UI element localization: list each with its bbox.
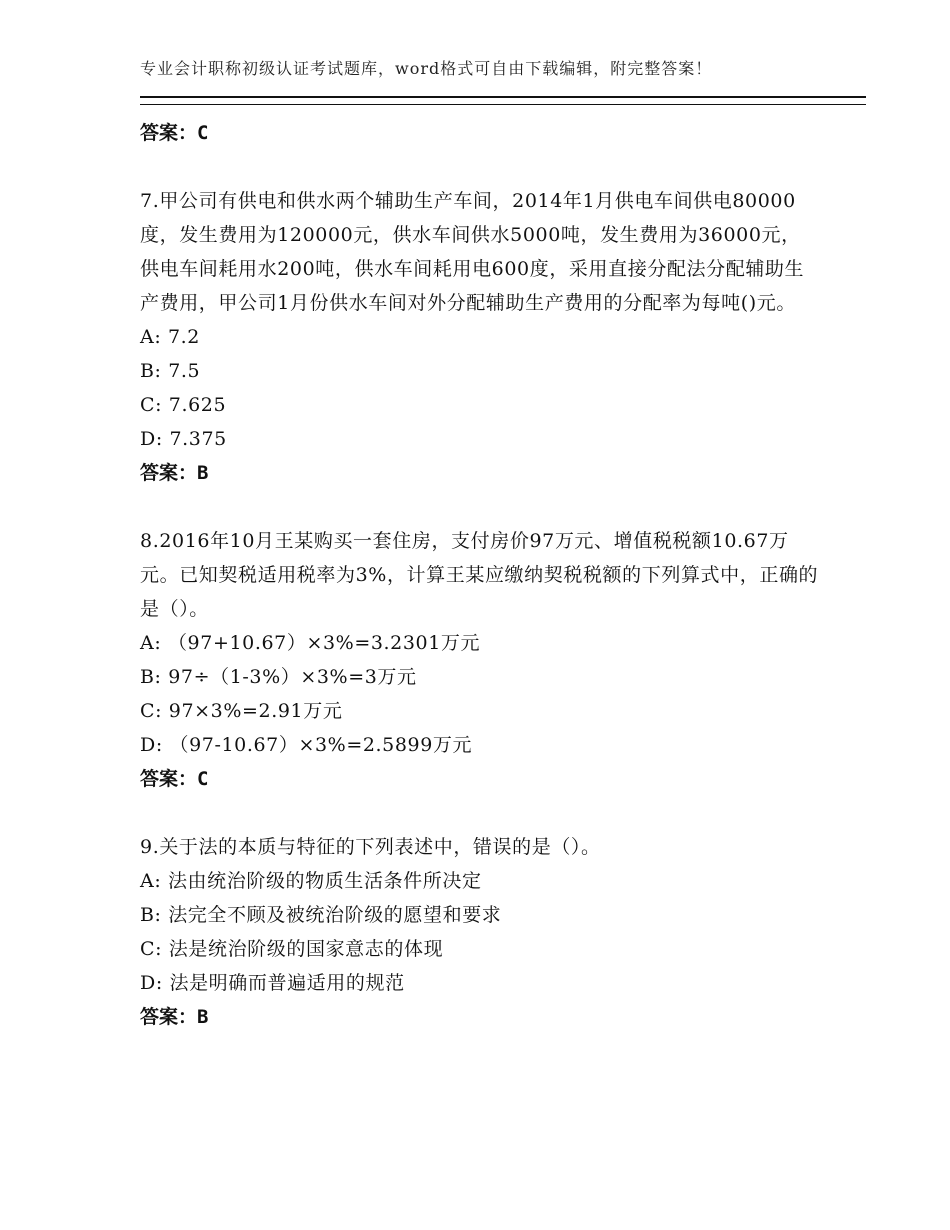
option-a: A: 法由统治阶级的物质生活条件所决定 — [140, 870, 482, 892]
question-9 — [140, 830, 820, 1034]
option-b: B: 97÷（1-3%）×3%=3万元 — [140, 666, 417, 688]
header-rule — [140, 96, 866, 105]
option-d: D: 法是明确而普遍适用的规范 — [140, 972, 405, 994]
option-c: C: 97×3%=2.91万元 — [140, 700, 343, 722]
answer-label: 答案：C — [140, 122, 209, 144]
question-stem: 7.甲公司有供电和供水两个辅助生产车间，2014年1月供电车间供电80000度，发生费用为120000元，供水车间供水5000吨，发生费用为36000元，供电车间耗用水200吨，供水车间耗用电600度，采用直接分配法分配辅助生产费用，甲公司1月份供水车间对外分配辅助生产费用的分配率为每吨()元。 — [140, 190, 805, 314]
option-b: B: 7.5 — [140, 360, 201, 382]
question-7 — [140, 184, 820, 490]
option-b: B: 法完全不顾及被统治阶级的愿望和要求 — [140, 904, 502, 926]
option-d: D: 7.375 — [140, 428, 227, 450]
question-stem: 9.关于法的本质与特征的下列表述中，错误的是（）。 — [140, 836, 601, 858]
option-a: A: （97+10.67）×3%=3.2301万元 — [140, 632, 481, 654]
answer-label: 答案：B — [140, 1006, 209, 1028]
document-content — [140, 116, 820, 1034]
option-a: A: 7.2 — [140, 326, 200, 348]
question-stem: 8.2016年10月王某购买一套住房，支付房价97万元、增值税税额10.67万元。已知契税适用税率为3%，计算王某应缴纳契税税额的下列算式中，正确的是（）。 — [140, 530, 819, 620]
question-8 — [140, 524, 820, 796]
option-c: C: 法是统治阶级的国家意志的体现 — [140, 938, 444, 960]
answer-label: 答案：B — [140, 462, 209, 484]
option-d: D: （97-10.67）×3%=2.5899万元 — [140, 734, 473, 756]
option-c: C: 7.625 — [140, 394, 227, 416]
page-header: 专业会计职称初级认证考试题库，word格式可自由下载编辑，附完整答案！ — [140, 59, 713, 78]
answer-label: 答案：C — [140, 768, 209, 790]
